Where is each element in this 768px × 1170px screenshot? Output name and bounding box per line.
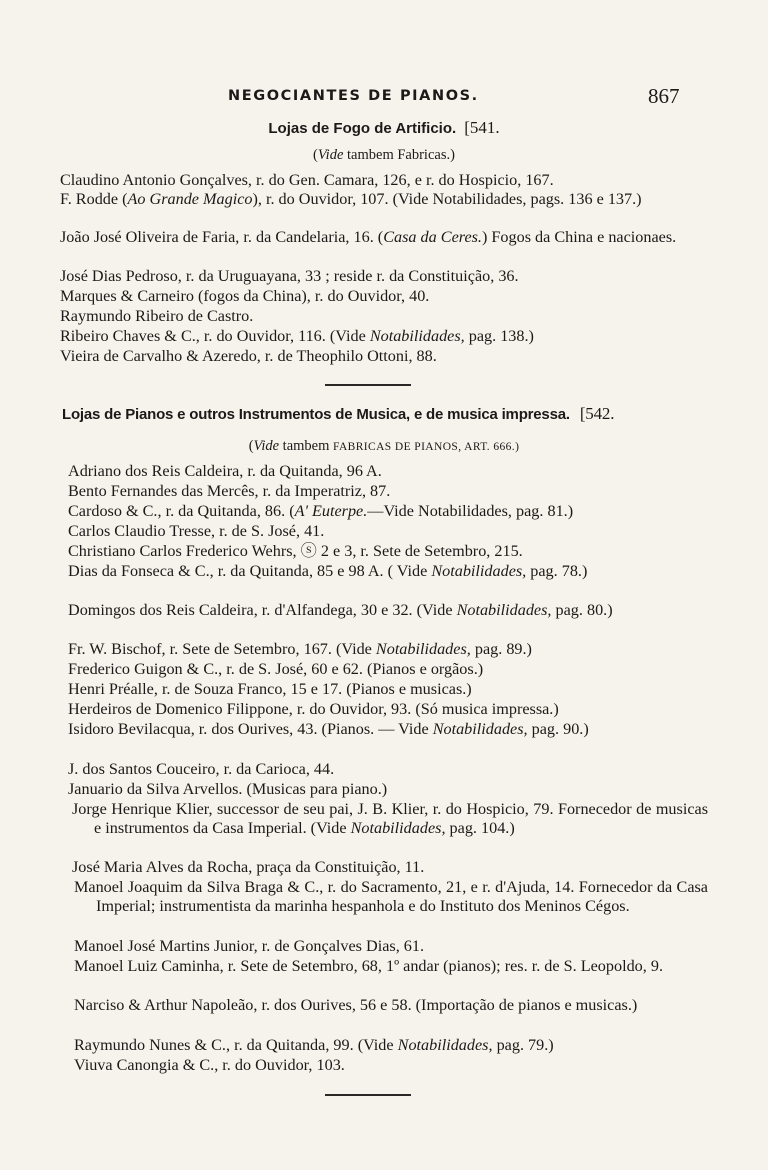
section1-title: Lojas de Fogo de Artificio.	[268, 120, 457, 137]
list-item: Narciso & Arthur Napoleão, r. dos Ourives, 56 e 58. (Importação de pianos e musicas.)	[74, 996, 638, 1014]
section-divider	[325, 384, 411, 386]
section1-heading	[0, 118, 768, 138]
list-item: Domingos dos Reis Caldeira, r. d'Alfandega, 30 e 32. (Vide Notabilidades, pag. 80.)	[68, 601, 613, 619]
list-item: Bento Fernandes das Mercês, r. da Imperatriz, 87.	[68, 482, 391, 500]
list-item: Jorge Henrique Klier, successor de seu pai, J. B. Klier, r. do Hospicio, 79. Fornecedor de musicas e instrumentos da Casa Imperial. (Vide Notabilidades, pag. 104.)	[72, 800, 708, 837]
section2-note: (Vide tambem FABRICAS DE PIANOS, ART. 666.)	[248, 438, 520, 454]
list-item: Herdeiros de Domenico Filippone, r. do Ouvidor, 93. (Só musica impressa.)	[68, 700, 559, 718]
section2-heading	[62, 404, 712, 424]
running-title: NEGOCIANTES DE PIANOS.	[228, 88, 479, 104]
section2-number: [542.	[579, 404, 615, 423]
list-item: Januario da Silva Arvellos. (Musicas para piano.)	[68, 780, 388, 798]
list-item: F. Rodde (Ao Grande Magico), r. do Ouvidor, 107. (Vide Notabilidades, pags. 136 e 137.)	[60, 190, 642, 208]
list-item: Christiano Carlos Frederico Wehrs, ⓢ 2 e 3, r. Sete de Setembro, 215.	[68, 542, 523, 560]
list-item: José Dias Pedroso, r. da Uruguayana, 33 ; reside r. da Constituição, 36.	[60, 267, 519, 285]
section1-note: (Vide tambem Fabricas.)	[313, 147, 455, 163]
list-item: Vieira de Carvalho & Azeredo, r. de Theophilo Ottoni, 88.	[60, 347, 437, 365]
list-item: Fr. W. Bischof, r. Sete de Setembro, 167. (Vide Notabilidades, pag. 89.)	[68, 640, 532, 658]
section-divider	[325, 1094, 411, 1096]
list-item: Marques & Carneiro (fogos da China), r. do Ouvidor, 40.	[60, 287, 430, 305]
list-item: J. dos Santos Couceiro, r. da Carioca, 44.	[68, 760, 335, 778]
list-item: Isidoro Bevilacqua, r. dos Ourives, 43. (Pianos. — Vide Notabilidades, pag. 90.)	[68, 720, 589, 738]
list-item: Frederico Guigon & C., r. de S. José, 60 e 62. (Pianos e orgãos.)	[68, 660, 484, 678]
page-number: 867	[648, 84, 680, 108]
list-item: Ribeiro Chaves & C., r. do Ouvidor, 116. (Vide Notabilidades, pag. 138.)	[60, 327, 534, 345]
section1-number: [541.	[464, 118, 500, 137]
list-item: Henri Préalle, r. de Souza Franco, 15 e 17. (Pianos e musicas.)	[68, 680, 472, 698]
list-item: Raymundo Nunes & C., r. da Quitanda, 99. (Vide Notabilidades, pag. 79.)	[74, 1036, 554, 1054]
list-item: João José Oliveira de Faria, r. da Candelaria, 16. (Casa da Ceres.) Fogos da China e nacionaes.	[60, 228, 677, 246]
list-item: Claudino Antonio Gonçalves, r. do Gen. Camara, 126, e r. do Hospicio, 167.	[60, 171, 554, 189]
list-item: Cardoso & C., r. da Quitanda, 86. (A' Euterpe.—Vide Notabilidades, pag. 81.)	[68, 502, 574, 520]
page-header	[0, 84, 768, 114]
list-item: Raymundo Ribeiro de Castro.	[60, 307, 254, 325]
list-item: Carlos Claudio Tresse, r. de S. José, 41.	[68, 522, 325, 540]
list-item: Adriano dos Reis Caldeira, r. da Quitanda, 96 A.	[68, 462, 382, 480]
section2-title: Lojas de Pianos e outros Instrumentos de Musica, e de musica impressa.	[62, 406, 570, 423]
list-item: Viuva Canongia & C., r. do Ouvidor, 103.	[74, 1056, 345, 1074]
list-item: José Maria Alves da Rocha, praça da Constituição, 11.	[72, 858, 425, 876]
list-item: Dias da Fonseca & C., r. da Quitanda, 85 e 98 A. ( Vide Notabilidades, pag. 78.)	[68, 562, 588, 580]
list-item: Manoel José Martins Junior, r. de Gonçalves Dias, 61.	[74, 937, 425, 955]
list-item: Manoel Luiz Caminha, r. Sete de Setembro, 68, 1º andar (pianos); res. r. de S. Leopoldo, 9.	[74, 957, 663, 975]
list-item: Manoel Joaquim da Silva Braga & C., r. do Sacramento, 21, e r. d'Ajuda, 14. Fornecedor da Casa Imperial; instrumentista da marinha hespanhola e do Instituto dos Meninos Cégos.	[74, 878, 708, 915]
